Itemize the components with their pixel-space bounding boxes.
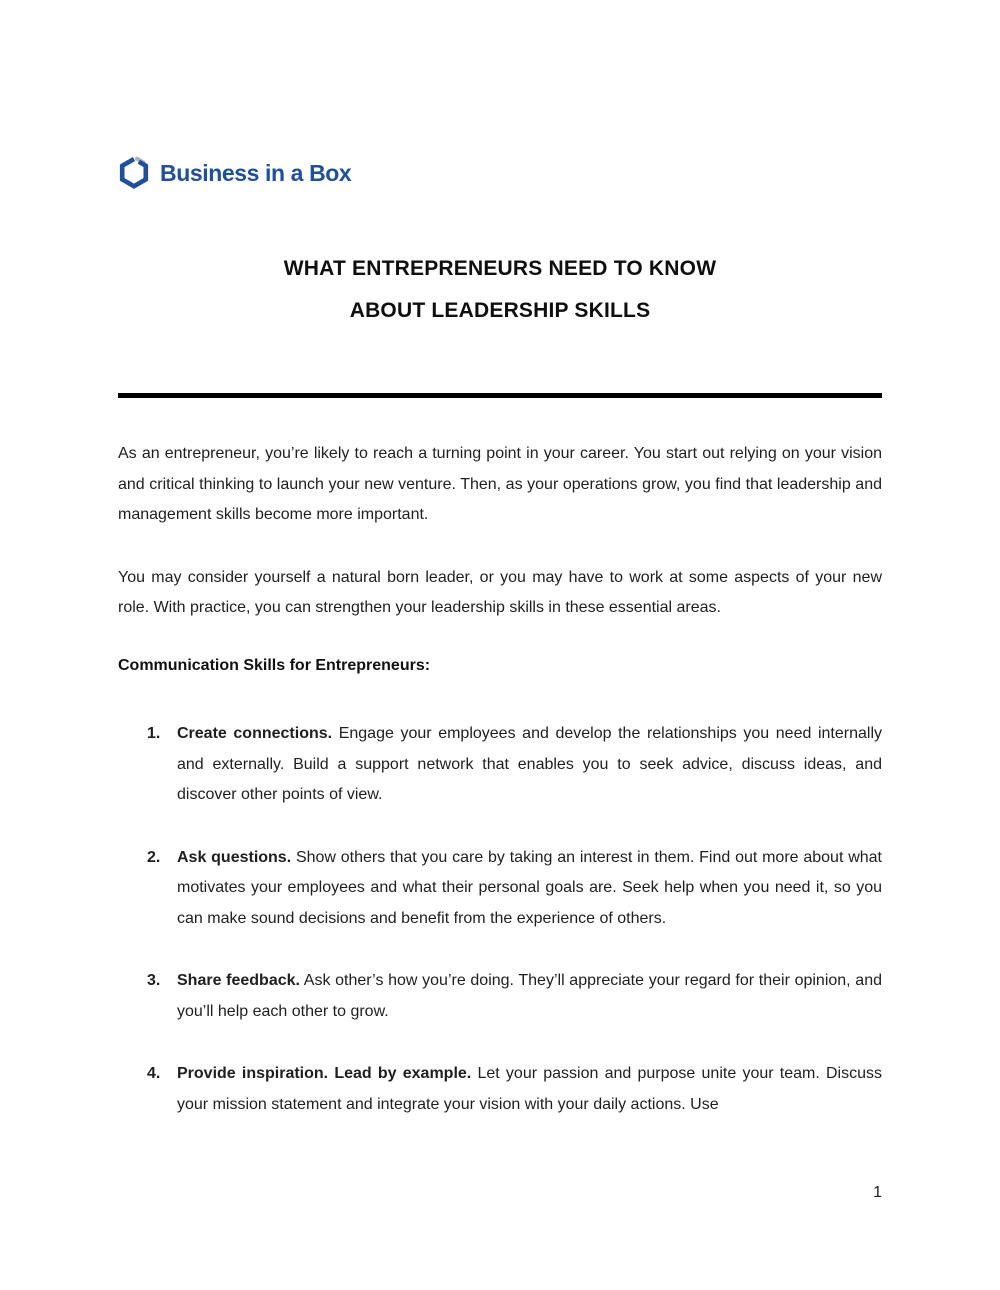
- document-title-line2: ABOUT LEADERSHIP SKILLS: [349, 299, 651, 322]
- list-item-2-text: Show others that you care by taking an interest in them. Find out more about what motivates your employees and what their personal goals are. Seek help when you need it, so you can make sound decisions and benefit from the experience of others.: [177, 848, 882, 927]
- list-item-1-text: Engage your employees and develop the relationships you need internally and externally. Build a support network that enables you to seek advice, discuss ideas, and discover other points of view.: [177, 725, 883, 803]
- list-item-2-lead: Ask questions.: [177, 848, 292, 866]
- list-item-4: [118, 1059, 882, 1120]
- list-item-2: [118, 843, 882, 935]
- hexagon-box-icon: [118, 156, 150, 190]
- list-item-4-text: Let your passion and purpose unite your team. Discuss your mission statement and integrate your vision with your daily actions. Use: [177, 1065, 883, 1113]
- intro-paragraph-2: You may consider yourself a natural born leader, or you may have to work at some aspects of your new role. With practice, you can strengthen your leadership skills in these essential areas.: [118, 568, 882, 616]
- intro-paragraph-1: As an entrepreneur, you’re likely to reach a turning point in your career. You start out relying on your vision and critical thinking to launch your new venture. Then, as your operations grow, you find that leadership and management skills become more important.: [118, 445, 882, 523]
- list-item-3-text: Ask other’s how you’re doing. They’ll appreciate your regard for their opinion, and you’ll help each other to grow.: [177, 972, 882, 1020]
- list-item-3-number: 3.: [147, 972, 161, 989]
- list-item-1: [118, 719, 882, 811]
- list-item-3-lead: Share feedback.: [177, 972, 300, 989]
- list-item-1-number: 1.: [147, 725, 161, 742]
- document-title: [118, 248, 882, 332]
- list-item-3: [118, 966, 882, 1027]
- page-number: 1: [873, 1184, 882, 1201]
- list-item-4-lead: Provide inspiration. Lead by example.: [177, 1065, 472, 1082]
- list-item-2-number: 2.: [147, 848, 161, 866]
- horizontal-rule: [118, 393, 882, 398]
- numbered-list: [118, 719, 882, 1120]
- brand-logo-text: Business in a Box: [160, 159, 352, 186]
- document-title-line1: WHAT ENTREPRENEURS NEED TO KNOW: [283, 257, 717, 280]
- list-item-4-number: 4.: [147, 1065, 161, 1082]
- brand-logo: [118, 156, 882, 190]
- section-heading: Communication Skills for Entrepreneurs:: [118, 656, 431, 674]
- list-item-1-lead: Create connections.: [177, 725, 333, 742]
